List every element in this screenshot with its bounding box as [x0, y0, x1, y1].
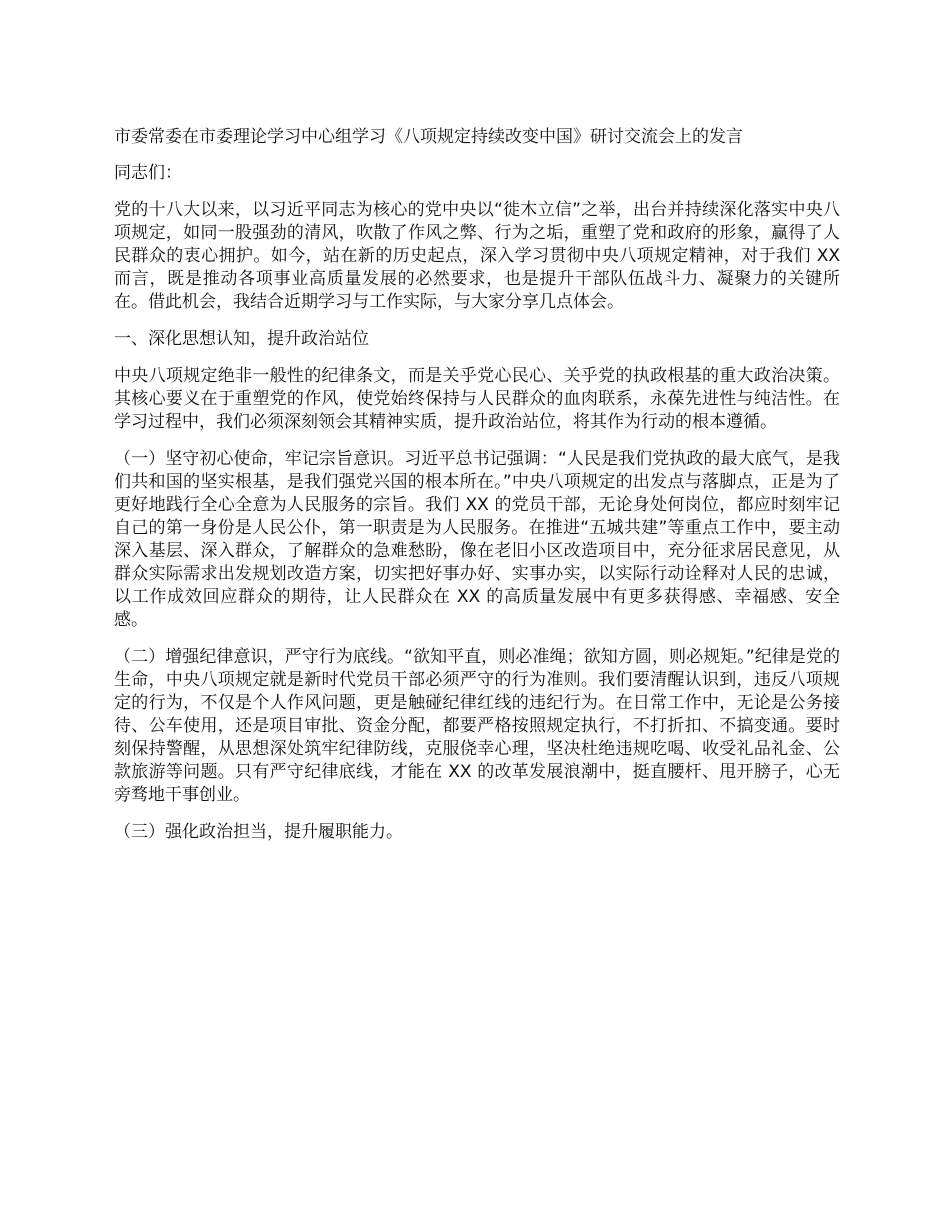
paragraph-point-3: （三）强化政治担当，提升履职能力。 [114, 822, 403, 842]
paragraph-point-1: （一）坚守初心使命，牢记宗旨意识。习近平总书记强调：“人民是我们党执政的最大底气，是我们共和国的坚实根基，是我们强党兴国的根本所在。”中央八项规定的出发点与落脚点，正是为了更好地践行全心全意为人民服务的宗旨。我们 XX 的党员干部，无论身处何岗位，都应时刻牢记自己的第一身份是人民公仆，第一职责是为人民服务。在推进“五城共建”等重点工作中，要主动深入基层、深入群众，了解群众的急难愁盼，像在老旧小区改造项目中，充分征求居民意见，从群众实际需求出发规划改造方案，切实把好事办好、实事办实，以实际行动诠释对人民的忠诚，以工作成效回应群众的期待，让人民群众在 XX 的高质量发展中有更多获得感、幸福感、安全感。 [114, 449, 840, 630]
paragraph-intro: 党的十八大以来，以习近平同志为核心的党中央以“徙木立信”之举，出台并持续深化落实中央八项规定，如同一股强劲的清风，吹散了作风之弊、行为之垢，重塑了党和政府的形象，赢得了人民群众的衷心拥护。如今，站在新的历史起点，深入学习贯彻中央八项规定精神，对于我们 XX 而言，既是推动各项事业高质量发展的必然要求，也是提升干部队伍战斗力、凝聚力的关键所在。借此机会，我结合近期学习与工作实际，与大家分享几点体会。 [114, 200, 840, 312]
paragraph-point-2: （二）增强纪律意识，严守行为底线。“欲知平直，则必准绳；欲知方圆，则必规矩。”纪律是党的生命，中央八项规定就是新时代党员干部必须严守的行为准则。我们要清醒认识到，违反八项规定的行为，不仅是个人作风问题，更是触碰纪律红线的违纪行为。在日常工作中，无论是公务接待、公车使用，还是项目审批、资金分配，都要严格按照规定执行，不打折扣、不搞变通。要时刻保持警醒，从思想深处筑牢纪律防线，克服侥幸心理，坚决杜绝违规吃喝、收受礼品礼金、公款旅游等问题。只有严守纪律底线，才能在 XX 的改革发展浪潮中，挺直腰杆、甩开膀子，心无旁骛地干事创业。 [114, 647, 840, 805]
paragraph-section-1: 中央八项规定绝非一般性的纪律条文，而是关乎党心民心、关乎党的执政根基的重大政治决策。其核心要义在于重塑党的作风，使党始终保持与人民群众的血肉联系，永葆先进性与纯洁性。在学习过程中，我们必须深刻领会其精神实质，提升政治站位，将其作为行动的根本遵循。 [114, 366, 840, 432]
section-heading-1: 一、深化思想认知，提升政治站位 [114, 329, 369, 349]
document-title: 市委常委在市委理论学习中心组学习《八项规定持续改变中国》研讨交流会上的发言 [114, 127, 743, 147]
salutation: 同志们： [114, 163, 182, 183]
document-body [114, 126, 840, 858]
